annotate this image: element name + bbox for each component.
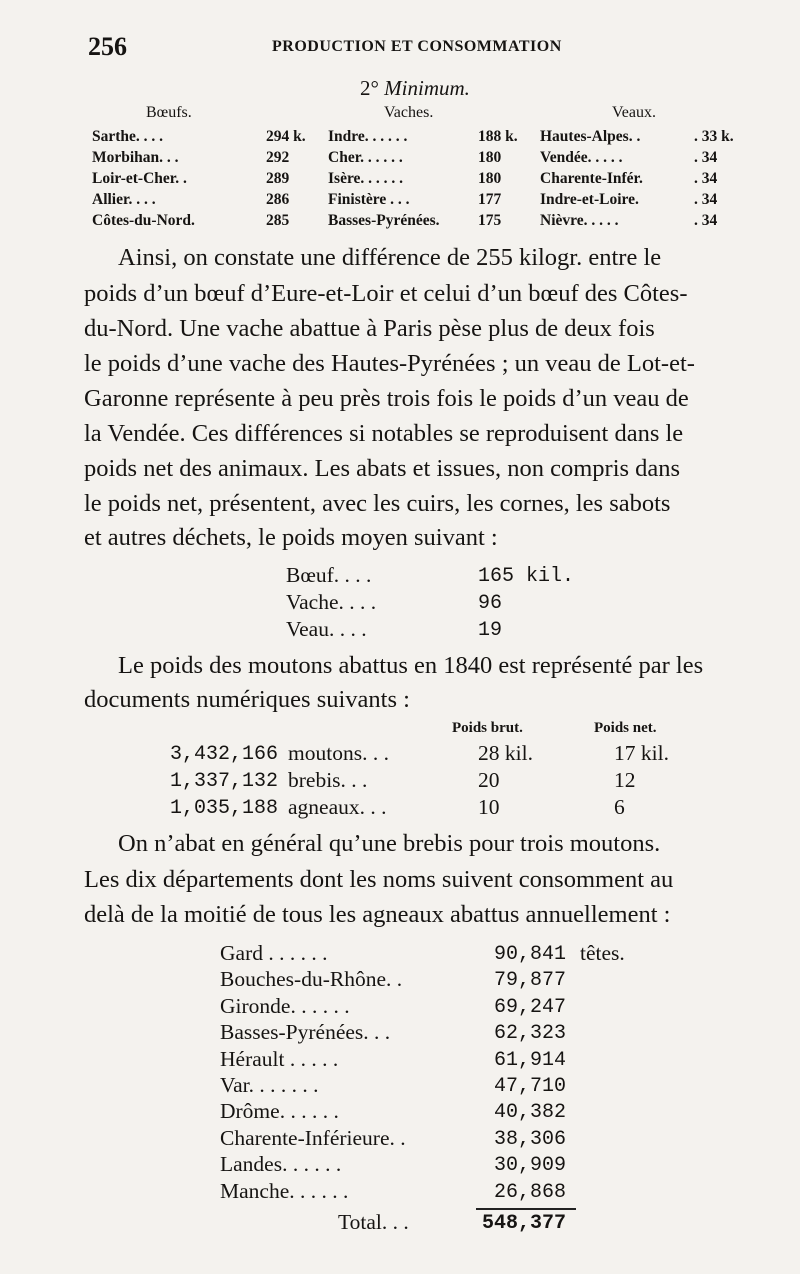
issues-weight: 19 xyxy=(478,619,503,642)
total-rule xyxy=(476,1208,576,1210)
moutons-count: 1,337,132 xyxy=(170,770,279,793)
moutons-kind: moutons. . . xyxy=(288,741,389,765)
text-line: Les dix départements dont les noms suivent consomment au xyxy=(84,866,674,893)
agneaux-count: 69,247 xyxy=(494,995,567,1019)
vaches-weight: 188 k. xyxy=(478,128,518,145)
agneaux-count: 62,323 xyxy=(494,1022,567,1046)
boeufs-department: Côtes-du-Nord. xyxy=(92,212,195,229)
minimum-heading xyxy=(360,76,470,101)
minimum-title: Minimum. xyxy=(384,76,470,100)
page-number: 256 xyxy=(88,32,127,61)
veaux-weight: . 33 k. xyxy=(694,128,734,145)
text-line: le poids net, présentent, avec les cuirs, les cornes, les sabots xyxy=(84,490,671,517)
column-head-boeufs: Bœufs. xyxy=(146,104,192,121)
agneaux-department: Bouches-du-Rhône. . xyxy=(220,967,403,992)
agneaux-department: Drôme. . . . . . xyxy=(220,1099,339,1124)
veaux-weight: . 34 xyxy=(694,149,718,166)
text-line: poids d’un bœuf d’Eure-et-Loir et celui d’un bœuf des Côtes- xyxy=(84,280,688,307)
text-line: Ainsi, on constate une différence de 255 kilogr. entre le xyxy=(118,244,662,271)
moutons-poids-net: 6 xyxy=(614,795,625,819)
text-line: poids net des animaux. Les abats et issues, non compris dans xyxy=(84,455,681,482)
issues-weight: 96 xyxy=(478,592,503,615)
text-line: delà de la moitié de tous les agneaux abattus annuellement : xyxy=(84,901,671,928)
column-head-vaches: Vaches. xyxy=(384,104,434,121)
boeufs-weight: 294 k. xyxy=(266,128,306,145)
moutons-poids-brut: 28 kil. xyxy=(478,741,533,765)
minimum-number: 2° xyxy=(360,76,379,100)
agneaux-department: Var. . . . . . . xyxy=(220,1073,319,1097)
column-head-poids-net: Poids net. xyxy=(594,720,657,736)
boeufs-weight: 289 xyxy=(266,170,290,187)
vaches-weight: 175 xyxy=(478,212,502,229)
agneaux-count: 30,909 xyxy=(494,1154,567,1178)
agneaux-department: Manche. . . . . . xyxy=(220,1178,349,1203)
text-line: la Vendée. Ces différences si notables se reproduisent dans le xyxy=(84,420,684,447)
vaches-weight: 180 xyxy=(478,149,502,166)
agneaux-department: Landes. . . . . . xyxy=(220,1152,342,1177)
boeufs-department: Allier. . . . xyxy=(92,191,156,208)
issues-animal: Bœuf. . . . xyxy=(286,563,372,587)
text-line: du-Nord. Une vache abattue à Paris pèse plus de deux fois xyxy=(84,315,655,342)
veaux-department: Indre-et-Loire. xyxy=(540,191,639,208)
moutons-poids-brut: 20 xyxy=(478,768,500,792)
moutons-poids-net: 17 kil. xyxy=(614,741,669,765)
text-line: documents numériques suivants : xyxy=(84,686,410,713)
moutons-kind: agneaux. . . xyxy=(288,795,387,819)
veaux-weight: . 34 xyxy=(694,191,718,208)
agneaux-department: Gard . . . . . . xyxy=(220,941,328,965)
moutons-poids-net: 12 xyxy=(614,768,636,792)
agneaux-count: 79,877 xyxy=(494,969,567,993)
moutons-count: 3,432,166 xyxy=(170,743,279,766)
agneaux-count: 40,382 xyxy=(494,1101,567,1125)
veaux-department: Charente-Infér. xyxy=(540,170,643,187)
veaux-department: Vendée. . . . . xyxy=(540,149,623,166)
vaches-department: Isère. . . . . . xyxy=(328,170,404,187)
boeufs-weight: 285 xyxy=(266,212,290,229)
boeufs-department: Sarthe. . . . xyxy=(92,128,164,145)
vaches-department: Basses-Pyrénées. xyxy=(328,212,440,229)
text-line: le poids d’une vache des Hautes-Pyrénées ; un veau de Lot-et- xyxy=(84,350,695,377)
agneaux-count: 26,868 xyxy=(494,1180,567,1204)
text-line: Garonne représente à peu près trois fois le poids d’un veau de xyxy=(84,385,689,412)
total-value: 548,377 xyxy=(482,1212,567,1235)
column-head-veaux: Veaux. xyxy=(612,104,656,121)
boeufs-weight: 286 xyxy=(266,191,290,208)
veaux-weight: . 34 xyxy=(694,170,718,187)
vaches-department: Indre. . . . . . xyxy=(328,128,408,145)
agneaux-department: Hérault . . . . . xyxy=(220,1046,339,1071)
moutons-kind: brebis. . . xyxy=(288,768,368,792)
column-head-poids-brut: Poids brut. xyxy=(452,720,523,736)
issues-animal: Veau. . . . xyxy=(286,617,367,641)
moutons-count: 1,035,188 xyxy=(170,797,279,820)
running-title: PRODUCTION ET CONSOMMATION xyxy=(272,38,562,55)
total-label: Total. . . xyxy=(338,1210,409,1234)
text-line: On n’abat en général qu’une brebis pour trois moutons. xyxy=(118,830,661,857)
agneaux-unit: têtes. xyxy=(580,941,625,965)
agneaux-count: 38,306 xyxy=(494,1127,567,1151)
vaches-weight: 177 xyxy=(478,191,502,208)
text-line: Le poids des moutons abattus en 1840 est représenté par les xyxy=(118,652,704,679)
boeufs-department: Loir-et-Cher. . xyxy=(92,170,187,187)
agneaux-department: Gironde. . . . . . xyxy=(220,993,350,1018)
vaches-department: Finistère . . . xyxy=(328,191,410,208)
vaches-weight: 180 xyxy=(478,170,502,187)
text-line: et autres déchets, le poids moyen suivant : xyxy=(84,524,498,551)
moutons-poids-brut: 10 xyxy=(478,795,500,819)
boeufs-department: Morbihan. . . xyxy=(92,149,179,166)
veaux-department: Hautes-Alpes. . xyxy=(540,128,641,145)
boeufs-weight: 292 xyxy=(266,149,290,166)
agneaux-count: 47,710 xyxy=(494,1075,567,1098)
agneaux-count: 90,841 xyxy=(494,943,567,966)
issues-weight: 165 kil. xyxy=(478,565,575,588)
agneaux-department: Charente-Inférieure. . xyxy=(220,1125,406,1150)
vaches-department: Cher. . . . . . xyxy=(328,149,403,166)
issues-animal: Vache. . . . xyxy=(286,590,377,614)
agneaux-count: 61,914 xyxy=(494,1048,567,1072)
agneaux-department: Basses-Pyrénées. . . xyxy=(220,1020,391,1045)
veaux-department: Nièvre. . . . . xyxy=(540,212,619,229)
veaux-weight: . 34 xyxy=(694,212,718,229)
